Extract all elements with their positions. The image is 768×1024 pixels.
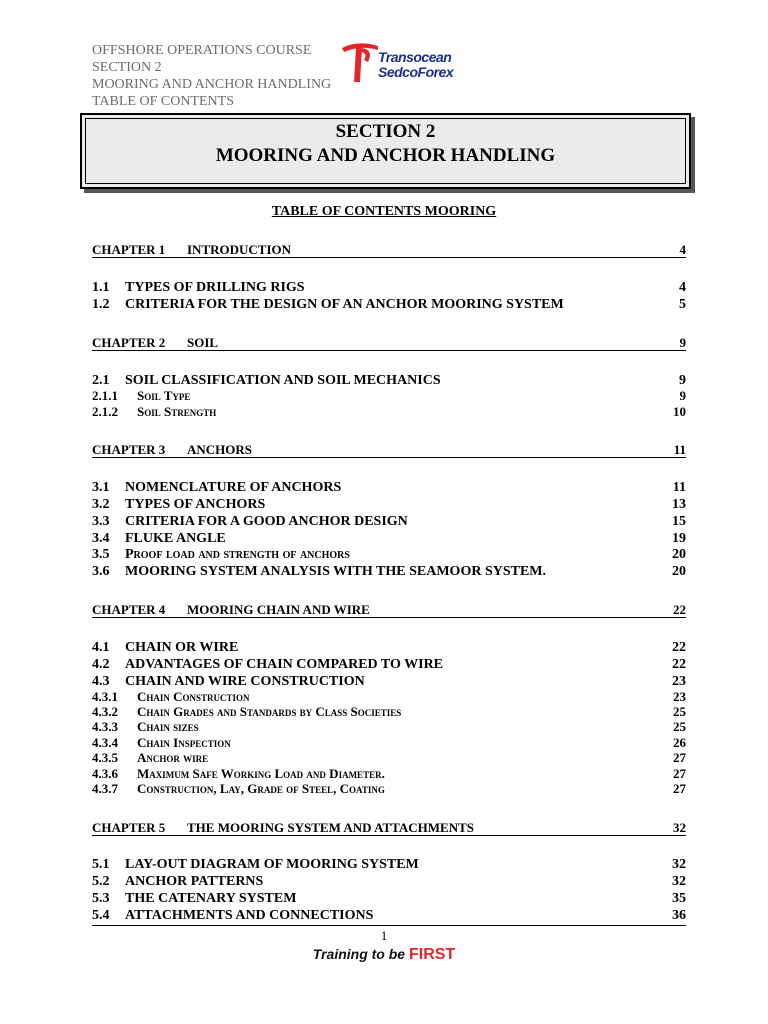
- toc-entry-page: 9: [679, 388, 686, 403]
- toc-entry-page: 11: [673, 442, 686, 457]
- toc-entry-title: INTRODUCTION: [187, 242, 292, 257]
- toc-entry-number: 5.3: [92, 891, 110, 906]
- toc-entry-page: 36: [672, 908, 686, 923]
- toc-entry-number: CHAPTER 4: [92, 602, 166, 617]
- section-title-box: [80, 113, 691, 189]
- toc-entry-title: Proof load and strength of anchors: [125, 547, 350, 562]
- toc-entry-page: 22: [672, 640, 686, 655]
- toc-entry-page: 5: [679, 297, 686, 312]
- footer-divider: [92, 925, 686, 926]
- toc-section-row[interactable]: [92, 874, 686, 890]
- toc-entry-title: Chain Grades and Standards by Class Societies: [137, 704, 402, 719]
- logo-line-2: SedcoForex: [378, 64, 454, 80]
- toc-section-row[interactable]: [92, 373, 686, 389]
- toc-entry-number: 2.1: [92, 373, 110, 388]
- page-number: 1: [380, 928, 388, 943]
- toc-entry-number: 4.3.1: [92, 689, 118, 704]
- toc-entry-number: 2.1.1: [92, 388, 118, 403]
- toc-entry-title: Maximum Safe Working Load and Diameter.: [137, 766, 385, 781]
- toc-entry-number: 1.2: [92, 297, 110, 312]
- toc-entry-page: 27: [673, 781, 686, 796]
- toc-entry-number: 5.2: [92, 874, 110, 889]
- toc-subsection-row[interactable]: [92, 720, 686, 734]
- toc-entry-page: 20: [672, 547, 686, 562]
- running-header: [92, 42, 331, 110]
- toc-entry-page: 10: [673, 404, 686, 419]
- toc-entry-page: 23: [673, 689, 686, 704]
- toc-entry-number: 3.6: [92, 564, 110, 579]
- toc-entry-number: 4.2: [92, 657, 110, 672]
- toc-entry-page: 22: [672, 657, 686, 672]
- toc-entry-title: Chain sizes: [137, 719, 199, 734]
- toc-entry-number: 4.3.7: [92, 781, 118, 796]
- slogan-accent: FIRST: [408, 946, 456, 963]
- toc-chapter-row[interactable]: [92, 820, 686, 836]
- toc-heading: TABLE OF CONTENTS MOORING: [271, 204, 497, 219]
- toc-entry-number: 5.1: [92, 857, 110, 872]
- toc-entry-title: Anchor wire: [137, 750, 209, 765]
- toc-entry-number: 4.3.3: [92, 719, 118, 734]
- toc-chapter-row[interactable]: [92, 602, 686, 618]
- toc-subsection-row[interactable]: [92, 751, 686, 765]
- toc-entry-title: LAY-OUT DIAGRAM OF MOORING SYSTEM: [125, 857, 419, 872]
- toc-entry-number: 4.3: [92, 674, 110, 689]
- toc-entry-page: 22: [673, 602, 686, 617]
- toc-entry-page: 32: [672, 857, 686, 872]
- toc-entry-number: 4.1: [92, 640, 110, 655]
- toc-section-row[interactable]: [92, 297, 686, 313]
- header-line-toc: TABLE OF CONTENTS: [92, 94, 234, 109]
- toc-entry-title: Soil Type: [137, 388, 191, 403]
- toc-entry-number: CHAPTER 3: [92, 442, 166, 457]
- toc-entry-title: Chain Inspection: [137, 735, 231, 750]
- slogan-prefix: Training to be: [312, 946, 409, 962]
- toc-section-row[interactable]: [92, 497, 686, 513]
- toc-entry-title: SOIL: [187, 335, 219, 350]
- toc-entry-page: 27: [673, 750, 686, 765]
- toc-entry-page: 26: [673, 735, 686, 750]
- toc-entry-number: 4.3.5: [92, 750, 118, 765]
- toc-entry-page: 15: [672, 514, 686, 529]
- toc-entry-page: 9: [679, 373, 686, 388]
- toc-subsection-row[interactable]: [92, 782, 686, 796]
- toc-entry-number: 5.4: [92, 908, 110, 923]
- toc-entry-number: CHAPTER 2: [92, 335, 166, 350]
- toc-section-row[interactable]: [92, 857, 686, 873]
- toc-section-row[interactable]: [92, 514, 686, 530]
- toc-entry-title: SOIL CLASSIFICATION AND SOIL MECHANICS: [125, 373, 441, 388]
- toc-entry-title: ANCHOR PATTERNS: [125, 874, 264, 889]
- toc-entry-title: TYPES OF DRILLING RIGS: [125, 280, 305, 295]
- toc-entry-title: Soil Strength: [137, 404, 217, 419]
- toc-subsection-row[interactable]: [92, 389, 686, 403]
- toc-entry-number: 2.1.2: [92, 404, 118, 419]
- toc-subsection-row[interactable]: [92, 690, 686, 704]
- toc-entry-page: 4: [679, 242, 686, 257]
- toc-section-row[interactable]: [92, 674, 686, 690]
- toc-entry-title: CRITERIA FOR A GOOD ANCHOR DESIGN: [125, 514, 408, 529]
- toc-entry-number: 4.3.6: [92, 766, 118, 781]
- toc-entry-page: 11: [672, 480, 686, 495]
- toc-entry-title: CHAIN AND WIRE CONSTRUCTION: [125, 674, 365, 689]
- toc-entry-title: MOORING CHAIN AND WIRE: [187, 602, 370, 617]
- toc-entry-title: Construction, Lay, Grade of Steel, Coating: [137, 781, 385, 796]
- toc-entry-title: ATTACHMENTS AND CONNECTIONS: [125, 908, 374, 923]
- toc-entry-title: CHAIN OR WIRE: [125, 640, 239, 655]
- toc-entry-number: 3.2: [92, 497, 110, 512]
- toc-entry-page: 27: [673, 766, 686, 781]
- toc-entry-page: 4: [679, 280, 686, 295]
- toc-entry-number: 3.3: [92, 514, 110, 529]
- toc-entry-number: 3.1: [92, 480, 110, 495]
- toc-entry-page: 35: [672, 891, 686, 906]
- logo-line-1: Transocean: [378, 49, 452, 65]
- transocean-logo-icon: [340, 38, 380, 86]
- toc-subsection-row[interactable]: [92, 736, 686, 750]
- footer-slogan: [0, 946, 768, 964]
- toc-entry-page: 32: [673, 820, 686, 835]
- toc-section-row[interactable]: [92, 640, 686, 656]
- toc-entry-page: 25: [673, 704, 686, 719]
- toc-section-row[interactable]: [92, 657, 686, 673]
- toc-section-row[interactable]: [92, 531, 686, 547]
- toc-entry-number: 3.4: [92, 531, 110, 546]
- toc-entry-title: THE MOORING SYSTEM AND ATTACHMENTS: [187, 820, 475, 835]
- header-line-section: SECTION 2: [92, 60, 162, 75]
- toc-entry-page: 13: [672, 497, 686, 512]
- toc-entry-number: 4.3.4: [92, 735, 118, 750]
- header-line-course: OFFSHORE OPERATIONS COURSE: [92, 43, 312, 58]
- toc-section-row[interactable]: [92, 547, 686, 563]
- toc-subsection-row[interactable]: [92, 405, 686, 419]
- company-logo: [340, 38, 480, 86]
- toc-entry-title: NOMENCLATURE OF ANCHORS: [125, 480, 342, 495]
- toc-entry-page: 9: [679, 335, 686, 350]
- toc-entry-title: ANCHORS: [187, 442, 253, 457]
- toc-section-row[interactable]: [92, 480, 686, 496]
- toc-chapter-row[interactable]: [92, 335, 686, 351]
- toc-entry-number: 4.3.2: [92, 704, 118, 719]
- toc-section-row[interactable]: [92, 891, 686, 907]
- toc-entry-title: FLUKE ANGLE: [125, 531, 226, 546]
- section-title-line-2: MOORING AND ANCHOR HANDLING: [215, 145, 556, 166]
- toc-entry-number: CHAPTER 5: [92, 820, 166, 835]
- toc-entry-title: TYPES OF ANCHORS: [125, 497, 266, 512]
- toc-entry-page: 23: [672, 674, 686, 689]
- toc-subsection-row[interactable]: [92, 767, 686, 781]
- toc-chapter-row[interactable]: [92, 442, 686, 458]
- toc-entry-title: CRITERIA FOR THE DESIGN OF AN ANCHOR MOORING SYSTEM: [125, 297, 564, 312]
- toc-section-row[interactable]: [92, 280, 686, 296]
- toc-entry-page: 19: [672, 531, 686, 546]
- toc-section-row[interactable]: [92, 564, 686, 580]
- toc-entry-number: 3.5: [92, 547, 110, 562]
- logo-wordmark: [378, 50, 453, 80]
- toc-section-row[interactable]: [92, 908, 686, 924]
- toc-entry-number: CHAPTER 1: [92, 242, 166, 257]
- toc-entry-title: MOORING SYSTEM ANALYSIS WITH THE SEAMOOR SYSTEM.: [125, 564, 547, 579]
- toc-entry-page: 32: [672, 874, 686, 889]
- toc-entry-page: 25: [673, 719, 686, 734]
- toc-subsection-row[interactable]: [92, 705, 686, 719]
- toc-entry-page: 20: [672, 564, 686, 579]
- toc-entry-title: Chain Construction: [137, 689, 250, 704]
- toc-entry-title: THE CATENARY SYSTEM: [125, 891, 297, 906]
- toc-entry-number: 1.1: [92, 280, 110, 295]
- toc-entry-title: ADVANTAGES OF CHAIN COMPARED TO WIRE: [125, 657, 444, 672]
- toc-chapter-row[interactable]: [92, 242, 686, 258]
- header-line-topic: MOORING AND ANCHOR HANDLING: [92, 77, 332, 92]
- section-title-line-1: SECTION 2: [335, 121, 436, 142]
